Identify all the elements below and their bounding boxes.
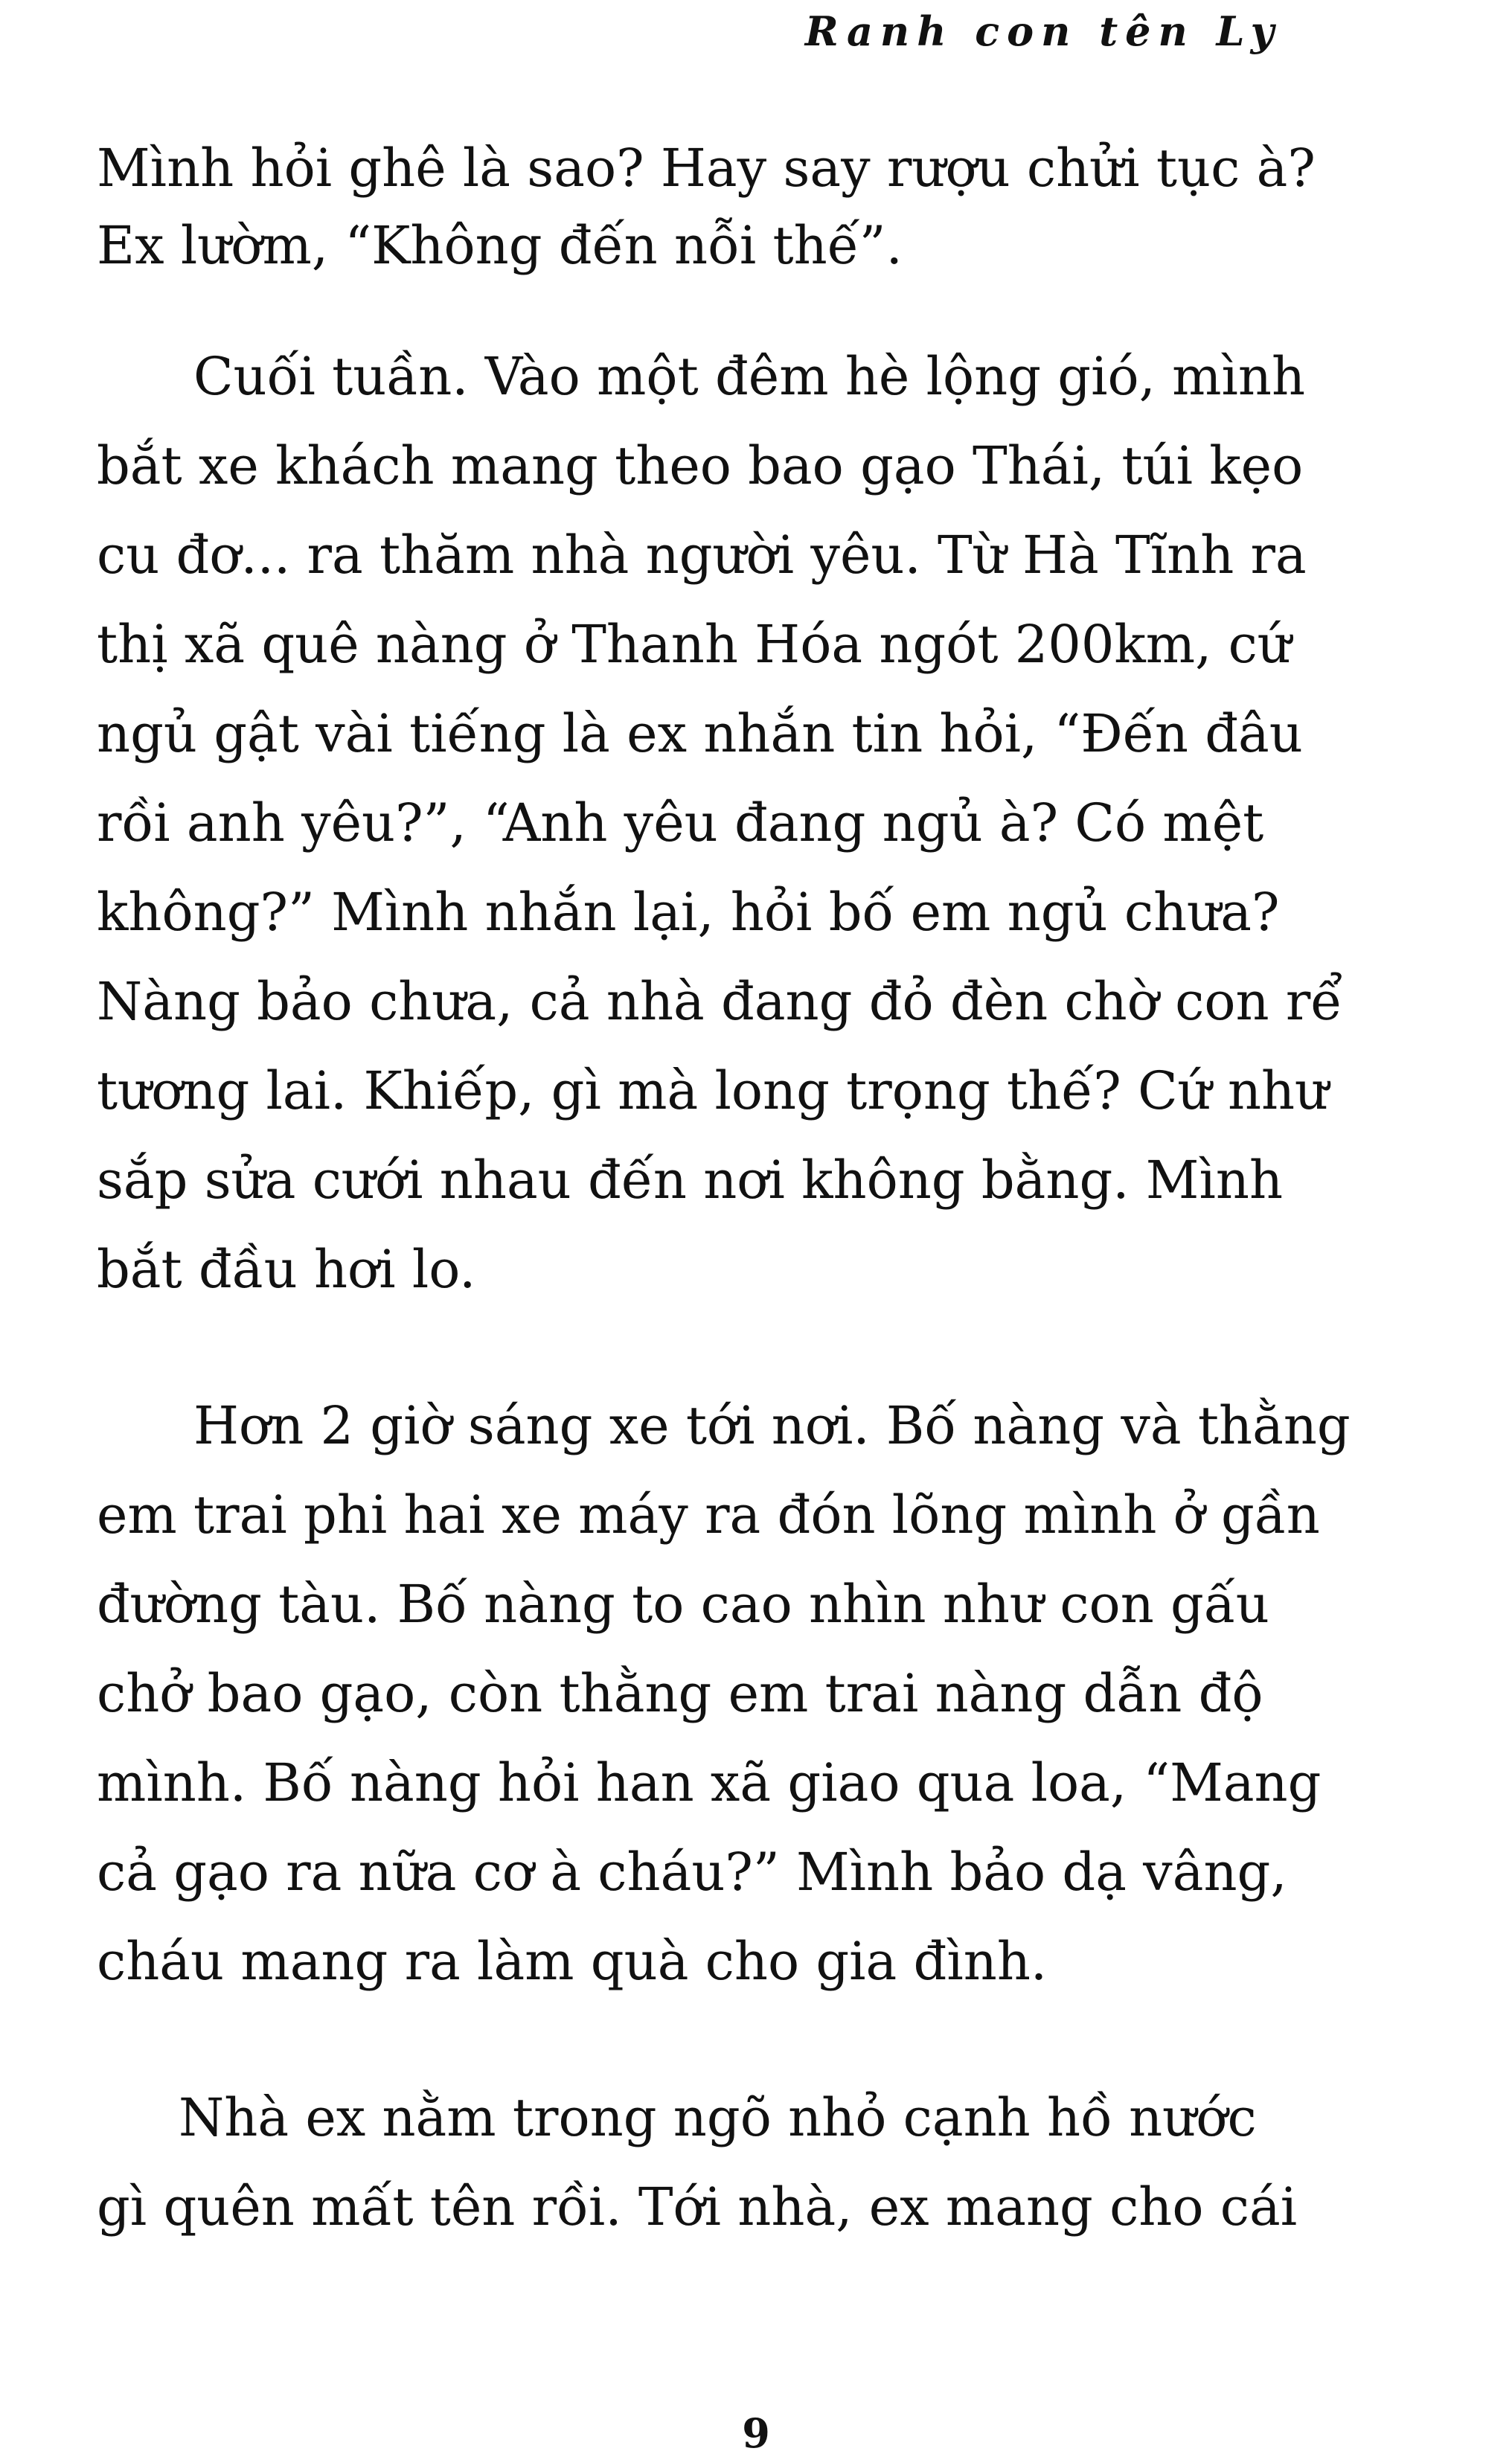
text-line: Ex lườm, “Không đến nỗi thế”. bbox=[97, 215, 903, 276]
running-header-title: Ranh con tên Ly bbox=[804, 7, 1281, 55]
text-line: không?” Mình nhắn lại, hỏi bố em ngủ chưa? bbox=[97, 882, 1280, 943]
text-line: thị xã quê nàng ở Thanh Hóa ngót 200km, cứ bbox=[97, 614, 1291, 675]
text-line: Nhà ex nằm trong ngõ nhỏ cạnh hồ nước bbox=[179, 2087, 1257, 2148]
text-line: chở bao gạo, còn thằng em trai nàng dẫn độ bbox=[97, 1663, 1263, 1724]
text-line: bắt đầu hơi lo. bbox=[97, 1239, 476, 1300]
text-line: rồi anh yêu?”, “Anh yêu đang ngủ à? Có mệt bbox=[97, 792, 1264, 853]
text-line: Hơn 2 giờ sáng xe tới nơi. Bố nàng và thằng bbox=[193, 1395, 1351, 1456]
text-line: ngủ gật vài tiếng là ex nhắn tin hỏi, “Đến đâu bbox=[97, 703, 1303, 764]
text-line: đường tàu. Bố nàng to cao nhìn như con gấu bbox=[97, 1574, 1269, 1635]
text-line: Mình hỏi ghê là sao? Hay say rượu chửi tục à? bbox=[97, 138, 1316, 199]
text-line: Nàng bảo chưa, cả nhà đang đỏ đèn chờ con rể bbox=[97, 971, 1343, 1032]
text-line: Cuối tuần. Vào một đêm hè lộng gió, mình bbox=[193, 346, 1306, 407]
text-line: cháu mang ra làm quà cho gia đình. bbox=[97, 1931, 1048, 1992]
text-line: cả gạo ra nữa cơ à cháu?” Mình bảo dạ vâng, bbox=[97, 1842, 1287, 1903]
text-line: tương lai. Khiếp, gì mà long trọng thế? Cứ như bbox=[97, 1060, 1329, 1121]
text-line: sắp sửa cưới nhau đến nơi không bằng. Mình bbox=[97, 1150, 1284, 1211]
page-number: 9 bbox=[742, 2409, 770, 2457]
text-line: gì quên mất tên rồi. Tới nhà, ex mang cho cái bbox=[97, 2176, 1298, 2237]
text-line: em trai phi hai xe máy ra đón lõng mình ở gần bbox=[97, 1484, 1320, 1545]
text-line: bắt xe khách mang theo bao gạo Thái, túi kẹo bbox=[97, 435, 1304, 496]
text-line: cu đơ... ra thăm nhà người yêu. Từ Hà Tĩnh ra bbox=[97, 525, 1307, 586]
text-line: mình. Bố nàng hỏi han xã giao qua loa, “Mang bbox=[97, 1752, 1322, 1813]
